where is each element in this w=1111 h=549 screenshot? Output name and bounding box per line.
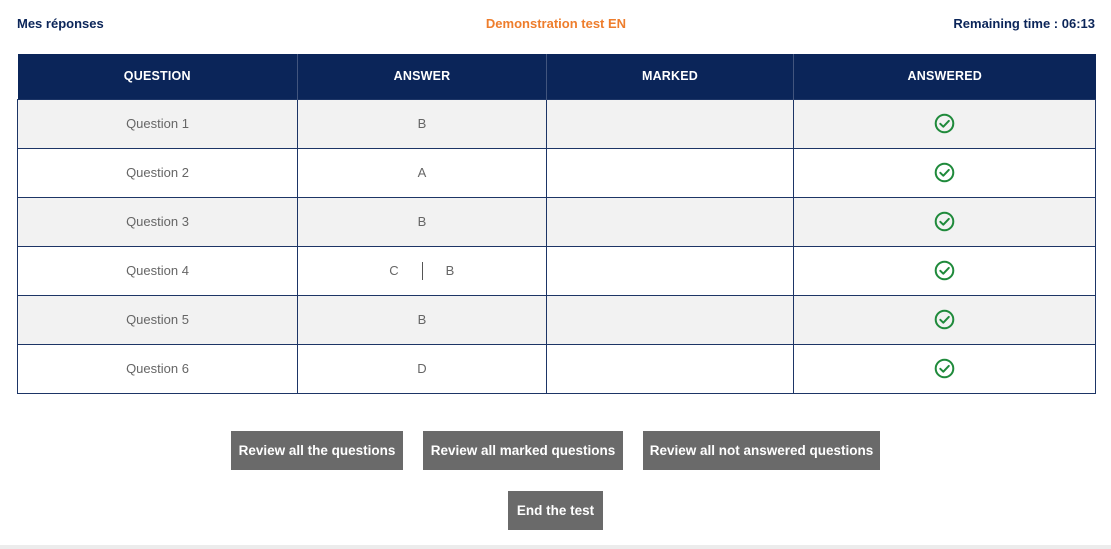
answer-cell — [298, 246, 547, 295]
marked-cell — [547, 148, 794, 197]
question-cell: Question 6 — [18, 344, 298, 393]
answered-cell — [794, 295, 1096, 344]
answers-table-body — [18, 99, 1096, 393]
column-header-question: QUESTION — [18, 54, 298, 99]
table-row[interactable] — [18, 295, 1096, 344]
table-row[interactable] — [18, 148, 1096, 197]
question-cell: Question 5 — [18, 295, 298, 344]
check-circle-icon — [934, 162, 955, 183]
answered-cell — [794, 99, 1096, 148]
check-circle-icon — [934, 260, 955, 281]
answer-option: C — [389, 263, 399, 278]
remaining-time: Remaining time : 06:13 — [953, 16, 1095, 31]
answer-cell: D — [298, 344, 547, 393]
check-circle-icon — [934, 358, 955, 379]
marked-cell — [547, 344, 794, 393]
column-header-marked: MARKED — [547, 54, 794, 99]
answered-cell — [794, 197, 1096, 246]
table-row[interactable] — [18, 197, 1096, 246]
header — [17, 16, 1095, 34]
page-title: Mes réponses — [17, 16, 104, 31]
review-marked-questions-button[interactable]: Review all marked questions — [423, 431, 623, 470]
check-circle-icon — [934, 113, 955, 134]
question-cell: Question 4 — [18, 246, 298, 295]
answered-cell — [794, 148, 1096, 197]
test-name: Demonstration test EN — [485, 16, 627, 31]
check-circle-icon — [934, 211, 955, 232]
check-circle-icon — [934, 309, 955, 330]
answer-cell: B — [298, 295, 547, 344]
table-row[interactable] — [18, 246, 1096, 295]
answered-cell — [794, 246, 1096, 295]
question-cell: Question 1 — [18, 99, 298, 148]
column-header-answered: ANSWERED — [794, 54, 1096, 99]
answer-cell: B — [298, 99, 547, 148]
marked-cell — [547, 197, 794, 246]
marked-cell — [547, 99, 794, 148]
answers-table — [17, 54, 1096, 394]
answer-cell: A — [298, 148, 547, 197]
answers-table-header — [18, 54, 1096, 99]
marked-cell — [547, 295, 794, 344]
question-cell: Question 3 — [18, 197, 298, 246]
table-row[interactable] — [18, 344, 1096, 393]
end-test-button[interactable]: End the test — [508, 491, 603, 530]
table-row[interactable] — [18, 99, 1096, 148]
marked-cell — [547, 246, 794, 295]
answer-option: B — [445, 263, 455, 278]
column-header-answer: ANSWER — [298, 54, 547, 99]
multi-answer — [298, 262, 546, 280]
review-all-questions-button[interactable]: Review all the questions — [231, 431, 403, 470]
answered-cell — [794, 344, 1096, 393]
review-unanswered-questions-button[interactable]: Review all not answered questions — [643, 431, 880, 470]
question-cell: Question 2 — [18, 148, 298, 197]
answer-cell: B — [298, 197, 547, 246]
